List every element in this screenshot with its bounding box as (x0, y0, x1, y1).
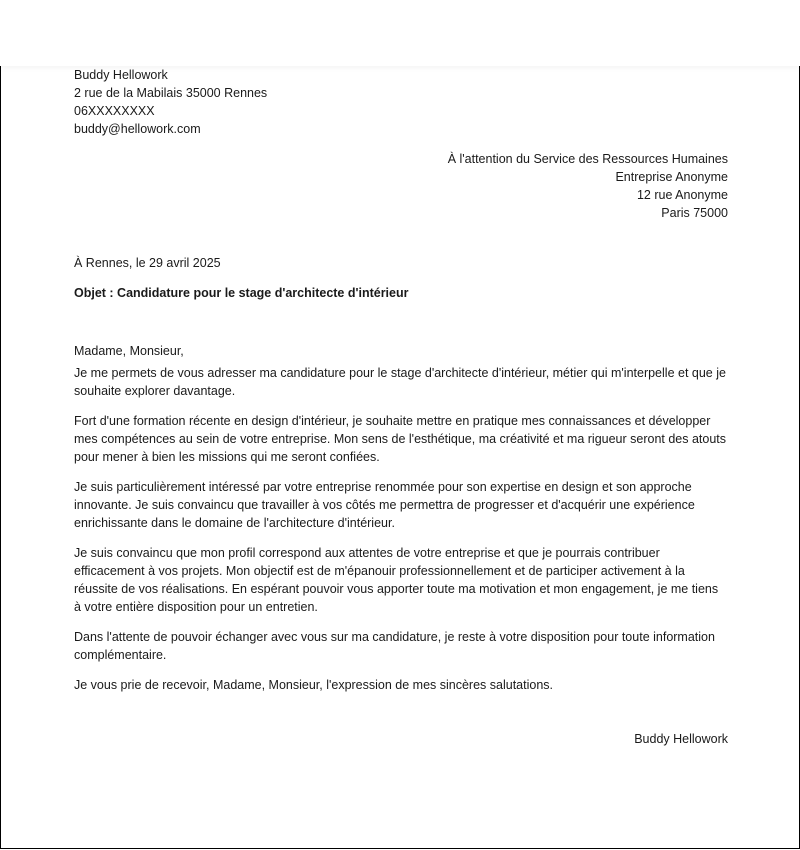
recipient-attention: À l'attention du Service des Ressources Humaines (447, 152, 728, 166)
signature: Buddy Hellowork (634, 732, 728, 746)
letter-content (74, 66, 728, 748)
greeting: Madame, Monsieur, (74, 344, 184, 358)
paragraph-education: Fort d'une formation récente en design d'intérieur, je souhaite mettre en pratique mes connaissances et développer mes compétences au sein de votre entreprise. Mon sens de l'esthétique, ma créativité et ma rigueur seront des atouts pour mener à bien les missions qui me seront confiées. (74, 414, 727, 464)
paragraph-availability: Dans l'attente de pouvoir échanger avec vous sur ma candidature, je reste à votre disposition pour toute information complémentaire. (74, 630, 715, 662)
recipient-city: Paris 75000 (661, 206, 728, 220)
subject-line: Objet : Candidature pour le stage d'architecte d'intérieur (74, 286, 409, 300)
sender-block (74, 66, 728, 138)
sender-name: Buddy Hellowork (74, 68, 168, 82)
letter-page (0, 66, 800, 849)
sender-phone: 06XXXXXXXX (74, 104, 155, 118)
paragraph-profile: Je suis convaincu que mon profil correspond aux attentes de votre entreprise et que je pourrais contribuer efficacement à vos projets. Mon objectif est de m'épanouir professionnellement et de participer activement à la réussite de vos réalisations. En espérant pouvoir vous apporter toute ma motivation et mon engagement, je me tiens à votre entière disposition pour un entretien. (74, 546, 719, 614)
recipient-company: Entreprise Anonyme (615, 170, 728, 184)
paragraph-closing: Je vous prie de recevoir, Madame, Monsieur, l'expression de mes sincères salutations. (74, 678, 554, 692)
paragraph-company-interest: Je suis particulièrement intéressé par votre entreprise renommée pour son expertise en design et son approche innovante. Je suis convaincu que travailler à vos côtés me permettra de progresser et d'acquérir une expérience enrichissante dans le domaine de l'architecture d'intérieur. (74, 480, 695, 530)
top-bar (0, 0, 800, 66)
paragraph-intro: Je me permets de vous adresser ma candidature pour le stage d'architecte d'intérieur, métier qui m'interpelle et que je souhaite explorer davantage. (74, 366, 726, 398)
recipient-block (74, 150, 728, 222)
sender-email: buddy@hellowork.com (74, 122, 201, 136)
date-line: À Rennes, le 29 avril 2025 (74, 256, 221, 270)
recipient-street: 12 rue Anonyme (636, 188, 728, 202)
sender-address: 2 rue de la Mabilais 35000 Rennes (74, 86, 268, 100)
